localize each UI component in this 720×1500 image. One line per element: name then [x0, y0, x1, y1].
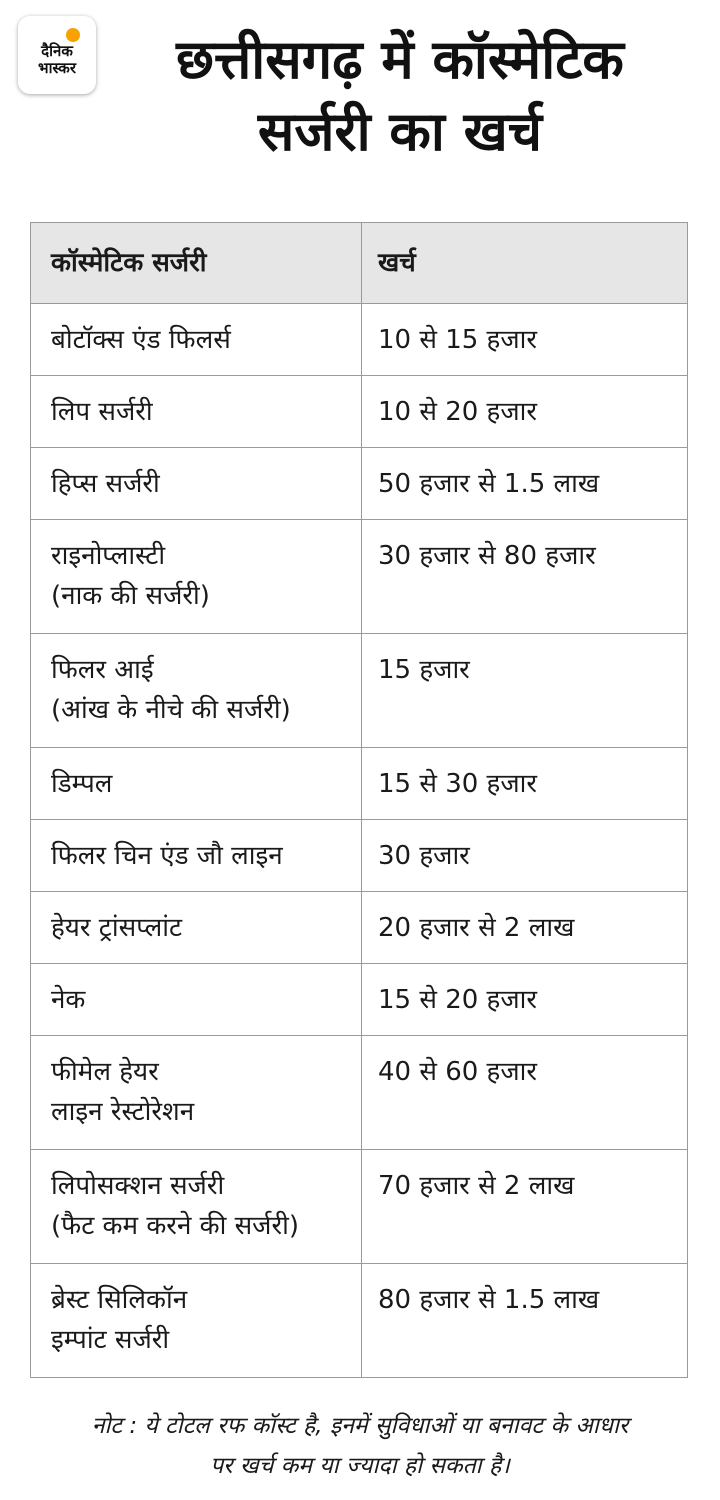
surgery-name: फीमेल हेयर लाइन रेस्टोरेशन	[31, 1036, 362, 1149]
table-row	[31, 303, 687, 375]
surgery-cost: 10 से 15 हजार	[378, 325, 538, 355]
table-row	[31, 891, 687, 963]
surgery-cost: 40 से 60 हजार	[378, 1057, 538, 1087]
surgery-name: राइनोप्लास्टी (नाक की सर्जरी)	[31, 520, 362, 633]
table-row	[31, 519, 687, 633]
cost-table	[30, 222, 688, 1378]
surgery-cost: 15 से 30 हजार	[378, 769, 538, 799]
surgery-cost: 15 से 20 हजार	[378, 985, 538, 1015]
surgery-cost: 50 हजार से 1.5 लाख	[378, 469, 600, 499]
surgery-cost: 80 हजार से 1.5 लाख	[378, 1285, 600, 1315]
page-title-line2: सर्जरी का खर्च	[257, 100, 543, 163]
table-row	[31, 447, 687, 519]
header	[0, 0, 720, 210]
logo-text-line2: भास्कर	[38, 59, 76, 77]
surgery-cost: 10 से 20 हजार	[378, 397, 538, 427]
table-row	[31, 1149, 687, 1263]
surgery-cost: 30 हजार	[378, 841, 470, 871]
footnote	[20, 1406, 700, 1486]
surgery-name: लिपोसक्शन सर्जरी (फैट कम करने की सर्जरी)	[31, 1150, 362, 1263]
surgery-cost: 30 हजार से 80 हजार	[378, 541, 596, 571]
surgery-name: डिम्पल	[31, 748, 362, 819]
table-row	[31, 633, 687, 747]
footnote-line1: नोट : ये टोटल रफ कॉस्ट है, इनमें सुविधाओं या बनावट के आधार	[91, 1413, 629, 1439]
header-cost: खर्च	[362, 223, 687, 303]
header-surgery: कॉस्मेटिक सर्जरी	[31, 223, 362, 303]
table-row	[31, 747, 687, 819]
surgery-cost: 20 हजार से 2 लाख	[378, 913, 575, 943]
table-header-row	[31, 223, 687, 303]
table-row	[31, 1035, 687, 1149]
surgery-name: हेयर ट्रांसप्लांट	[31, 892, 362, 963]
logo-text-line1: दैनिक	[41, 42, 73, 60]
surgery-name: हिप्स सर्जरी	[31, 448, 362, 519]
surgery-name: ब्रेस्ट सिलिकॉन इम्पांट सर्जरी	[31, 1264, 362, 1377]
footnote-line2: पर खर्च कम या ज्यादा हो सकता है।	[210, 1453, 510, 1479]
page-title	[100, 24, 700, 168]
surgery-name: फिलर चिन एंड जौ लाइन	[31, 820, 362, 891]
surgery-cost: 70 हजार से 2 लाख	[378, 1171, 575, 1201]
surgery-name: नेक	[31, 964, 362, 1035]
table-row	[31, 375, 687, 447]
table-row	[31, 963, 687, 1035]
page-title-line1: छत्तीसगढ़ में कॉस्मेटिक	[176, 28, 624, 91]
dainik-bhaskar-logo	[18, 16, 96, 94]
table-row	[31, 819, 687, 891]
surgery-cost: 15 हजार	[378, 655, 470, 685]
logo-sun-icon	[66, 28, 80, 42]
surgery-name: फिलर आई (आंख के नीचे की सर्जरी)	[31, 634, 362, 747]
table-row	[31, 1263, 687, 1377]
surgery-name: लिप सर्जरी	[31, 376, 362, 447]
surgery-name: बोटॉक्स एंड फिलर्स	[31, 304, 362, 375]
